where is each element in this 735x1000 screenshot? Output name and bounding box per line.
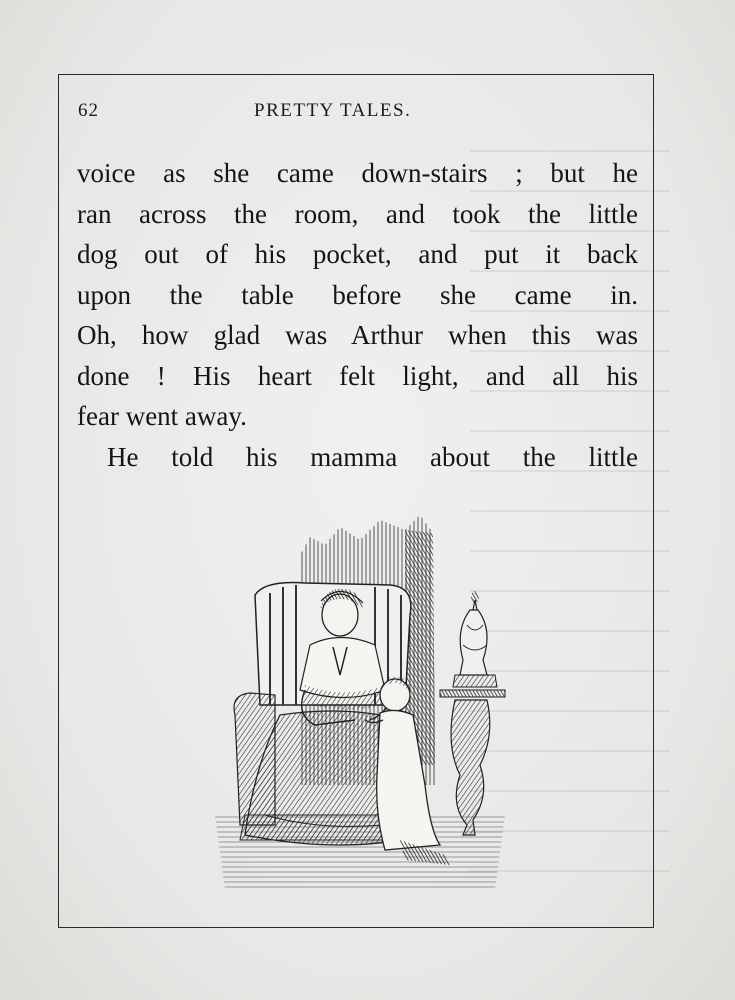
paragraph-start-line: He told his mamma about the little	[107, 441, 638, 472]
text-line: fear went away.	[77, 401, 247, 431]
text-line: dog out of his pocket, and put it back	[77, 239, 638, 269]
text-line: upon the table before she came in.	[77, 279, 638, 310]
engraving-illustration	[205, 515, 515, 895]
running-title: PRETTY TALES.	[254, 100, 412, 121]
page-header	[78, 100, 638, 130]
text-line: voice as she came down-stairs ; but he	[77, 158, 638, 188]
text-line: Oh, how glad was Arthur when this was	[77, 320, 638, 350]
text-line: ran across the room, and took the little	[77, 198, 638, 229]
body-text	[77, 153, 638, 477]
text-line: done ! His heart felt light, and all his	[77, 360, 638, 391]
engraving-illustration-art	[205, 515, 515, 895]
page-number: 62	[78, 100, 99, 121]
